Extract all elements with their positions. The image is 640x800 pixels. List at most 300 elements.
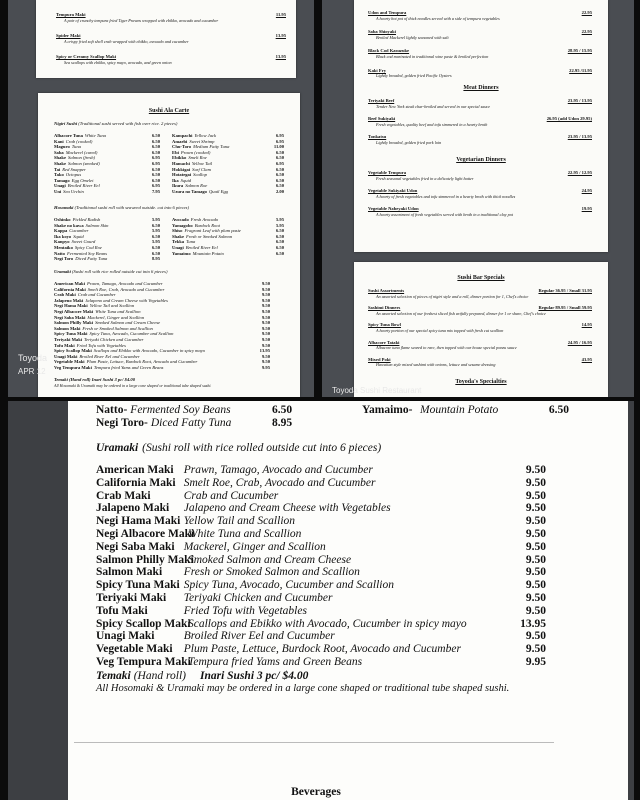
menu-item-description: Yellow Jack	[194, 133, 217, 138]
menu-item-price: Regular 89.95 / Small 59.95	[538, 305, 592, 311]
uramaki-name: Veg Tempura Maki	[96, 655, 191, 668]
menu-item-description: Salmon Skin	[85, 222, 109, 228]
menu-item-price: 43.95	[581, 356, 592, 362]
menu-item-name: Saba	[54, 149, 64, 155]
menu-item-price: 26.95 (add Udon 29.95)	[546, 116, 592, 122]
menu-page-sushi-bar	[354, 262, 608, 397]
menu-item-price: 9.50	[261, 308, 270, 314]
menu-item-price: 14.95	[581, 322, 592, 328]
uramaki-description: Jalapeno and Cream Cheese with Vegetables	[183, 502, 391, 515]
uramaki-name: Vegetable Maki	[96, 643, 173, 656]
menu-item-name: Chu-Toro	[172, 144, 192, 150]
menu-row	[54, 256, 160, 262]
menu-item-description: A hearty portion of our special spicy tuna mix topped with fresh cut scallion	[376, 327, 504, 333]
menu-item-price: 23.95 / 13.95	[567, 98, 592, 103]
menu-item-description: Cucumber	[69, 228, 89, 234]
uramaki-description: Smelt Roe, Crab, Avocado and Cucumber	[183, 476, 376, 489]
menu-item-description: Spicy Tuna, Avocado, Cucumber and Scallion	[89, 331, 174, 337]
menu-item-price: 6.50	[151, 244, 160, 250]
menu-item-description: Medium Fatty Tuna	[193, 144, 230, 150]
vegetarian-dinners-title: Vegetarian Dinners	[456, 157, 506, 163]
uramaki-row	[96, 656, 546, 669]
menu-item	[368, 134, 592, 145]
menu-item-description: Tuna	[71, 144, 81, 150]
menu-item-price: 9.50	[261, 297, 270, 303]
menu-item-name: Hotategai	[172, 172, 192, 178]
uramaki-name: Spicy Scallop Maki	[96, 617, 191, 630]
menu-item-price: 13.95	[275, 33, 286, 39]
menu-item-name: Unagi	[54, 183, 66, 189]
photo-timestamp: APR 12	[18, 367, 46, 376]
menu-item-description: White Tuna and Scallion	[95, 308, 141, 314]
menu-row	[54, 365, 270, 371]
beverages-title: Beverages	[291, 786, 341, 798]
menu-item-price: 22.95 /11.95	[569, 67, 592, 73]
uramaki-description: Fried Tofu with Vegetables	[183, 604, 307, 617]
menu-item-description: Prawn (cooked)	[180, 149, 211, 155]
menu-item-name: Kappa	[54, 228, 68, 234]
menu-item-description: Plum Paste, Lettuce, Burdock Root, Avocado and Cucumber	[86, 359, 198, 365]
uramaki-description: Crab and Cucumber	[183, 489, 279, 502]
menu-item-price: 13.95	[275, 54, 286, 60]
menu-item-description: Fresh seasonal vegetables fried in a delicately light batter	[376, 175, 474, 181]
uramaki-price: 9.50	[525, 527, 546, 540]
menu-item-name: Saba Shioyaki	[368, 29, 396, 35]
menu-item-description: A hearty assortment of fresh vegetables served with broth in a traditional clay pot	[376, 211, 513, 217]
menu-item-name: Unagi	[172, 244, 184, 250]
menu-item-name: Uni	[54, 188, 62, 194]
menu-photo-2[interactable]	[322, 0, 634, 397]
uramaki-description: White Tuna and Scallion	[188, 527, 302, 540]
menu-item-price: 9.50	[261, 336, 270, 342]
hosomaki-header-line: Hosomaki (Traditional sushi roll with seaweed outside. cut into 6 pieces)	[54, 205, 189, 210]
menu-item-price: 5.95	[151, 228, 160, 234]
menu-item-description: Squid	[73, 233, 84, 239]
menu-item-name: Mentaiko	[54, 244, 73, 250]
menu-item-description: Black cod marinated in traditional wine paste & broiled perfection	[376, 53, 489, 59]
uramaki-description: Teriyaki Chicken and Cucumber	[183, 591, 333, 604]
menu-item-price: 6.50	[275, 155, 284, 161]
menu-item-price: 22.95 / 12.95	[567, 170, 592, 175]
menu-item-name: Shake	[54, 160, 67, 166]
menu-item-description: Smelt Roe, Crab, Avocado and Cucumber	[87, 286, 165, 292]
menu-item-name: Ebikko	[172, 155, 187, 161]
menu-item-name: Shake	[172, 233, 185, 239]
menu-item-price: 2.00	[275, 188, 284, 194]
menu-item-price: 6.50	[275, 239, 284, 245]
uramaki-price: 9.50	[525, 502, 546, 515]
menu-item-price: 13.95	[259, 348, 270, 354]
menu-item-name: Yamagobo	[172, 222, 193, 228]
uramaki-price: 9.50	[525, 489, 546, 502]
photo-watermark: Toyoda	[18, 353, 48, 363]
uramaki-description: Tempura fried Yams and Green Beans	[188, 655, 363, 668]
uramaki-row	[96, 528, 546, 541]
menu-item-price: 22.95	[581, 10, 592, 15]
menu-item-price: 9.50	[261, 303, 270, 309]
menu-item	[368, 288, 592, 299]
menu-item-name: Unagi Maki	[54, 353, 78, 359]
uramaki-description: Fresh or Smoked Salmon and Scallion	[183, 566, 360, 579]
menu-item-description: Salmon Roe	[185, 183, 208, 189]
menu-item	[368, 29, 592, 40]
uramaki-name: Jalapeno Maki	[96, 502, 170, 515]
menu-item-description: Broiled Mackerel lightly seasoned with salt	[376, 34, 449, 40]
uramaki-description: Yellow Tail and Scallion	[183, 515, 296, 528]
uramaki-row	[96, 477, 546, 490]
menu-item-description: Crab and Cucumber	[77, 292, 116, 298]
menu-item-description: Fragrant Leaf with plum paste	[184, 228, 241, 234]
menu-item-description: Spicy Cod Roe	[74, 244, 102, 250]
uramaki-name: Unagi Maki	[96, 630, 155, 643]
uramaki-name: Teriyaki Maki	[96, 591, 167, 604]
menu-item-description: Scallop	[193, 172, 207, 178]
menu-item-description: Broiled River Eel	[185, 244, 218, 250]
menu-item-description: Tender New York steak char-broiled and served in our special sauce	[376, 103, 491, 109]
menu-item-price: 6.95	[151, 183, 160, 189]
menu-row	[172, 251, 284, 257]
menu-item-price: 6.95	[275, 133, 284, 138]
menu-item-name: Tonkatsu	[368, 134, 387, 140]
menu-item-price: 6.50	[275, 228, 284, 234]
menu-item-name: Tofu Maki	[54, 342, 75, 348]
menu-item-name: Black Cod Kasuzuke	[368, 48, 410, 54]
menu-item-name: Vegetable Sukiyaki Udon	[368, 188, 418, 194]
uramaki-price: 9.50	[525, 553, 546, 566]
menu-item-name: Spicy Tuna Maki	[54, 331, 88, 337]
menu-item-description: Fresh vegetables, quality beef and tofu simmered in a hearty broth	[376, 121, 488, 127]
menu-item-price: 5.95	[151, 239, 160, 245]
menu-item-name: Shake	[54, 155, 67, 161]
menu-item-name: Crab Maki	[54, 292, 76, 298]
uramaki-row	[96, 630, 546, 643]
menu-item-name: Spicy Tuna Bowl	[368, 322, 401, 328]
menu-item-price: 22.95	[581, 29, 592, 35]
menu-item	[368, 340, 592, 351]
menu-item-name: Kampachi	[172, 133, 193, 138]
menu-item-description: Fresh or Smoked Salmon	[186, 233, 233, 239]
menu-item-description: Squid	[180, 177, 192, 183]
menu-item	[56, 12, 286, 23]
menu-page-dinners	[354, 0, 608, 252]
menu-item-price: 6.50	[151, 177, 160, 183]
uramaki-name: Salmon Maki	[96, 566, 163, 579]
menu-item-name: Sushi Assortments	[368, 288, 405, 293]
menu-photo-1[interactable]	[8, 0, 314, 397]
menu-item-description: Lightly breaded, golden fried Pacific Oysters	[376, 73, 452, 79]
menu-item-price: 6.50	[151, 172, 160, 178]
uramaki-name: Negi Albacore Maki	[96, 527, 195, 540]
menu-item-description: Broiled River Eel and Cucumber	[79, 353, 140, 359]
menu-item-name: Sashimi Dinners	[368, 305, 401, 311]
menu-item-price: 9.50	[261, 314, 270, 320]
menu-item	[368, 98, 592, 109]
menu-item-price: 6.50	[151, 133, 160, 138]
uramaki-description: Scallops and Ebikko with Avocado, Cucumber in spicy mayo	[188, 617, 467, 630]
menu-item-description: An assorted selection of our freshest sliced fish artfully prepared, dinner for 1 or share, Chef's choice	[376, 310, 546, 316]
menu-item-description: Albacore tuna flame seared to rare, then topped with our house special ponzu sauce	[376, 345, 517, 351]
photo-watermark-2: Toyoda Sushi Restaurant	[332, 386, 422, 395]
menu-item-price: 6.95	[275, 138, 284, 144]
uramaki-row	[96, 541, 546, 554]
menu-item-price: 6.50	[275, 233, 284, 239]
menu-item-name: Ika	[172, 177, 179, 183]
menu-item-name: Shake no kawa	[54, 222, 84, 228]
menu-item-price: 6.50	[275, 149, 284, 155]
menu-item-price: 9.50	[261, 359, 270, 365]
menu-item-description: Sweet Gourd	[71, 239, 96, 245]
uramaki-name: California Maki	[96, 476, 176, 489]
menu-item-price: 6.50	[151, 149, 160, 155]
menu-row	[172, 189, 284, 195]
menu-item-description: Diced Fatty Tuna	[75, 256, 108, 262]
menu-item-name: Natto	[54, 250, 65, 256]
menu-item	[368, 10, 592, 21]
menu-item-description: A crispy fried soft shell crab wrapped with ebikko, avocado and cucumber	[64, 38, 189, 44]
menu-item-price: 6.95	[275, 160, 284, 166]
uramaki-price: 9.50	[525, 540, 546, 553]
menu-item-description: A hearty of fresh vegetables and tofu simmered in a hearty broth with thick noodles	[376, 193, 516, 199]
uramaki-price: 9.50	[525, 643, 546, 656]
menu-item-description: Sea Urchin	[63, 188, 84, 194]
menu-item-name: Shiso	[172, 228, 183, 234]
uramaki-row	[96, 490, 546, 503]
uramaki-price: 9.50	[525, 630, 546, 643]
menu-item-name: Udon and Tempura	[368, 10, 407, 15]
sushi-bar-title: Sushi Bar Specials	[457, 275, 505, 281]
menu-item-price: 9.50	[261, 320, 270, 326]
menu-item-name: Beef Sukiyaki	[368, 116, 396, 122]
uramaki-description: Spicy Tuna, Avocado, Cucumber and Scallion	[183, 579, 394, 592]
menu-item	[368, 206, 592, 217]
uramaki-row	[96, 502, 546, 515]
menu-item-description: Burdock Root	[194, 222, 220, 228]
page-divider	[74, 742, 554, 743]
menu-item-description: Jalapeno and Cream Cheese with Vegetables	[85, 297, 168, 303]
uramaki-name: Negi Saba Maki	[96, 540, 175, 553]
menu-item-description: Sweet Shrimp	[189, 138, 215, 144]
menu-item-price: 9.95	[261, 364, 270, 370]
menu-item-description: Sea scallops with ebikko, spicy mayo, avocado, and green onion	[64, 59, 172, 65]
menu-item-name: Vegetable Tempura	[368, 170, 406, 175]
uramaki-name: Spicy Tuna Maki	[96, 579, 180, 592]
menu-item-description: Fresh Avocado	[190, 217, 219, 222]
uramaki-price: 9.50	[525, 515, 546, 528]
uramaki-name: Tofu Maki	[96, 604, 148, 617]
menu-item-description: A pair of crunchy tempura fried Tiger Prawns wrapped with ebikko, avocado and cucumber	[64, 17, 219, 23]
menu-item-name: Vegetable Maki	[54, 359, 85, 365]
menu-item	[368, 116, 592, 127]
uramaki-price: 9.50	[525, 476, 546, 489]
menu-item-description: Octopus	[65, 172, 82, 178]
uramaki-price: 9.50	[525, 566, 546, 579]
menu-item-price: 11.95	[275, 12, 286, 17]
uramaki-description: Smoked Salmon and Cream Cheese	[188, 553, 352, 566]
menu-item-name: Spicy Scallop Maki	[54, 348, 92, 354]
menu-item-description: Fermented Soy Beans	[66, 250, 108, 256]
menu-item	[368, 68, 592, 79]
uramaki-row	[96, 566, 546, 579]
menu-item-name: Spider Maki	[56, 33, 81, 39]
menu-item-name: Teriyaki Maki	[54, 336, 83, 342]
uramaki-description: Prawn, Tamago, Avocado and Cucumber	[183, 464, 373, 476]
menu-item-description: Fresh or Smoked Salmon and Scallion	[82, 325, 153, 331]
uramaki-description: Plum Paste, Lettuce, Burdock Root, Avocado and Cucumber	[183, 643, 461, 656]
menu-item-name: Veg Tempura Maki	[54, 364, 92, 370]
uramaki-name: Salmon Philly Maki	[96, 553, 194, 566]
specialties-title: Toyoda's Specialties	[455, 379, 507, 385]
meat-dinners-title: Meat Dinners	[463, 85, 499, 91]
menu-item-price: 6.50	[151, 222, 160, 228]
menu-item	[368, 357, 592, 368]
menu-item-description: Prawn, Tamago, Avocado and Cucumber	[87, 281, 163, 286]
menu-item-name: Maguro	[54, 144, 70, 150]
menu-item-name: Oshinko	[54, 217, 71, 222]
menu-item-price: 6.50	[151, 166, 160, 172]
uramaki-menu-page	[68, 401, 628, 800]
menu-item-name: Tamago	[54, 177, 70, 183]
menu-page-sushi-ala-carte	[38, 93, 300, 397]
section-title: Sushi Ala Carte	[148, 108, 190, 114]
menu-item-name: American Maki	[54, 281, 86, 286]
menu-item-price: 5.95	[275, 222, 284, 228]
uramaki-price: 9.95	[525, 655, 546, 668]
menu-item-price: 9.50	[261, 292, 270, 298]
uramaki-row	[96, 554, 546, 567]
menu-item	[368, 48, 592, 59]
menu-item-price: 6.50	[275, 244, 284, 250]
menu-item-price: 6.50	[151, 144, 160, 150]
menu-item	[56, 54, 286, 65]
menu-item-description: Tuna	[186, 239, 196, 245]
menu-item-name: Hamachi	[172, 160, 190, 166]
menu-item-description: Crab (cooked)	[65, 138, 93, 144]
menu-item-price: 9.50	[261, 325, 270, 331]
menu-item-description: Mackerel, Ginger and Scallion	[87, 314, 145, 320]
menu-item-name: Tekka	[172, 239, 185, 245]
menu-item-description: Fried Tofu with Vegetables	[76, 342, 126, 348]
menu-item-name: Spicy or Creamy Scallop Maki	[56, 54, 117, 60]
menu-item-price: 9.50	[261, 331, 270, 337]
uramaki-description: Broiled River Eel and Cucumber	[183, 630, 335, 643]
menu-item-name: Albacore Tataki	[368, 339, 400, 345]
menu-item-name: Kaki Fry	[368, 67, 386, 73]
menu-item-description: Yellow Tail	[191, 160, 213, 166]
menu-item-name: Kani	[54, 138, 64, 144]
menu-item-price: 6.50	[275, 183, 284, 189]
menu-item-description: Smoked Salmon and Cream Cheese	[95, 320, 161, 326]
menu-item-name: California Maki	[54, 286, 86, 292]
menu-item-price: 9.50	[261, 353, 270, 359]
footer-note: All Hosomaki & Uramaki may be ordered in a large cone shaped or traditional tube shaped sushi.	[54, 383, 212, 388]
menu-item	[368, 322, 592, 333]
menu-item-name: Negi Toro	[54, 256, 74, 262]
menu-item-price: 19.95	[581, 206, 592, 212]
menu-item-price: 6.50	[151, 138, 160, 144]
menu-item-description: Smelt Roe	[188, 155, 207, 161]
uramaki-price: 9.50	[525, 591, 546, 604]
menu-item-description: Teriyaki Chicken and Cucumber	[84, 336, 144, 342]
menu-item-name: Kanpyo	[54, 239, 70, 245]
menu-item-price: 24.95	[581, 188, 592, 194]
menu-item-description: Broiled River Eel	[67, 183, 100, 189]
menu-item-name: Ikura	[172, 183, 184, 189]
menu-item-name: Yamaimo	[172, 250, 191, 256]
uramaki-description: Mackerel, Ginger and Scallion	[183, 540, 326, 553]
temaki-line: Temaki (Hand roll) Inari Sushi 3 pc/ $4.00	[96, 670, 309, 682]
menu-item	[368, 305, 592, 316]
menu-item-price: Regular 36.95 / Small 31.95	[538, 288, 592, 293]
menu-item-description: Salmon (smoked)	[68, 160, 100, 166]
menu-item-price: 11.00	[273, 144, 284, 150]
menu-item-description: Scallops and Ebikko with Avocado, Cucumber in spicy mayo	[93, 348, 206, 354]
menu-row-natto: Natto- Fermented Soy Beans 6.50 Yamaimo- Mountain Potato 6.50	[96, 404, 569, 416]
nigiri-header-line: Nigiri Sushi (Traditional sushi served with fish over rice. 2 pieces)	[54, 121, 178, 126]
menu-item-price: 5.95	[151, 217, 160, 222]
menu-item-price: 9.50	[261, 342, 270, 348]
temaki-line: Temaki (Hand roll) Inari Sushi 3 pc/ $4.00	[54, 377, 136, 382]
menu-item-description: Tempura fried Yams and Green Beans	[93, 364, 164, 370]
menu-item-price: 8.95	[151, 256, 160, 262]
uramaki-row	[96, 579, 546, 592]
menu-item-description: White Tuna	[84, 133, 106, 138]
menu-item-description: Surf Clam	[192, 166, 211, 172]
menu-item-description: Mountain Potato	[192, 250, 224, 256]
menu-item-price: 7.95	[151, 188, 160, 194]
menu-item-name: Amaebi	[172, 138, 188, 144]
menu-item-name: Tako	[54, 172, 64, 178]
menu-item-name: Negi Saba Maki	[54, 314, 86, 320]
menu-item-price: 6.50	[275, 250, 284, 256]
menu-item-price: 23.95 / 13.95	[567, 134, 592, 140]
menu-item-price: 9.50	[261, 281, 270, 286]
menu-item-name: Negi Hama Maki	[54, 303, 88, 309]
uramaki-header-line: Uramaki (Sushi roll with rice rolled outside cut into 6 pieces)	[54, 269, 168, 274]
menu-item-price: 24.95 / 16.95	[567, 339, 592, 345]
menu-item-price: 6.95	[151, 160, 160, 166]
menu-item-name: Uzura no Tamago	[172, 188, 207, 194]
menu-item-price: 9.50	[261, 286, 270, 292]
menu-item-name: Salmon Philly Maki	[54, 320, 94, 326]
menu-item-description: Egg Omelet	[71, 177, 94, 183]
uramaki-name: Crab Maki	[96, 489, 151, 502]
uramaki-price: 13.95	[520, 617, 546, 630]
menu-item-name: Negi Albacore Maki	[54, 308, 94, 314]
menu-row	[54, 189, 160, 195]
menu-item-description: Mackerel (cured)	[65, 149, 98, 155]
menu-item-name: Tai	[54, 166, 61, 172]
uramaki-header: Uramaki (Sushi roll with rice rolled outside cut into 6 pieces)	[96, 442, 382, 454]
menu-row-negi-toro: Negi Toro- Diced Fatty Tuna 8.95	[96, 417, 293, 429]
menu-item-name: Jalapeno Maki	[54, 297, 84, 303]
menu-item-description: Lightly breaded, golden fried pork loin	[376, 139, 442, 145]
menu-item-name: Vegetable Nabeyaki Udon	[368, 206, 419, 212]
menu-item-name: Ebi	[172, 149, 179, 155]
menu-item-name: Tempura Maki	[56, 12, 86, 17]
uramaki-row	[96, 605, 546, 618]
uramaki-row	[96, 643, 546, 656]
menu-item-price: 6.50	[151, 233, 160, 239]
menu-item-price: 6.95	[151, 155, 160, 161]
uramaki-name: American Maki	[96, 464, 174, 476]
menu-item	[56, 33, 286, 44]
menu-item-price: 6.50	[151, 250, 160, 256]
menu-item-price: 6.50	[275, 172, 284, 178]
uramaki-row	[96, 515, 546, 528]
uramaki-name: Negi Hama Maki	[96, 515, 181, 528]
uramaki-row	[96, 464, 546, 477]
menu-item-name: Albacore Tuna	[54, 133, 83, 138]
